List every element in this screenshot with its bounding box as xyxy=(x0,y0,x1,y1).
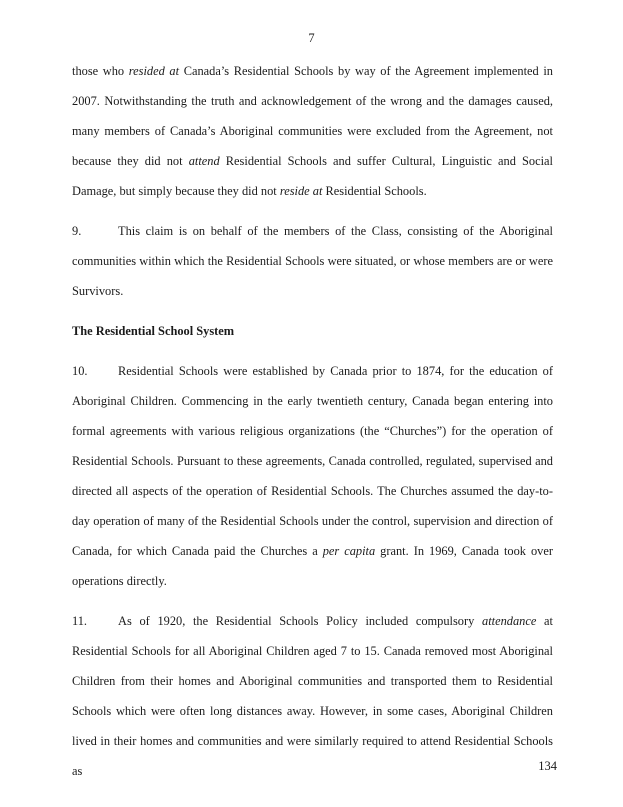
paragraph xyxy=(72,356,553,596)
text-run: Residential Schools and suffer Cultural, Linguistic and Social Damage, but simply because they did not xyxy=(72,154,553,198)
page-number-top: 7 xyxy=(308,31,315,45)
text-run: those who xyxy=(72,64,129,78)
text-run: Residential Schools. xyxy=(322,184,427,198)
italic-text-run: per capita xyxy=(322,544,376,558)
text-run: at Residential Schools for all Aboriginal Children aged 7 to 15. Canada removed most Aboriginal Children from their homes and Aboriginal communities and transported them to Residential Schools which were often long distances away. However, in some cases, Aboriginal Children lived in their homes and communities and were similarly required to attend Residential Schools as xyxy=(72,614,553,778)
italic-text-run: resided at xyxy=(128,64,180,78)
italic-text-run: attend xyxy=(188,154,220,168)
text-run: Residential Schools were established by Canada prior to 1874, for the education of Aboriginal Children. Commencing in the early twentieth century, Canada began entering into formal agreements with various religious organizations (the “Churches”) for the operation of Residential Schools. Pursuant to these agreements, Canada controlled, regulated, supervised and directed all aspects of the operation of Residential Schools. The Churches assumed the day-to-day operation of many of the Residential Schools under the control, supervision and direction of Canada, for which Canada paid the Churches a xyxy=(72,364,553,558)
paragraph-number: 10. xyxy=(72,364,88,378)
text-run: As of 1920, the Residential Schools Policy included compulsory xyxy=(118,614,482,628)
text-run: Canada’s Residential Schools by way of the Agreement implemented in 2007. Notwithstanding the truth and acknowledgement of the wrong and the damages caused, many members of Canada’s Aboriginal communities were excluded from the Agreement, not because they did not xyxy=(72,64,553,168)
section-heading: The Residential School System xyxy=(72,324,235,338)
paragraph-number: 9. xyxy=(72,224,82,238)
italic-text-run: reside at xyxy=(279,184,323,198)
italic-text-run: attendance xyxy=(482,614,537,628)
paragraph xyxy=(72,216,553,306)
page-number-bottom: 134 xyxy=(538,759,557,773)
page-header xyxy=(0,31,623,45)
page-footer xyxy=(538,759,557,773)
paragraph xyxy=(72,56,553,206)
document-body xyxy=(72,56,553,796)
text-run: grant. In 1969, Canada took over operations directly. xyxy=(72,544,553,588)
paragraph-number: 11. xyxy=(72,614,88,628)
paragraph xyxy=(72,606,553,786)
text-run: This claim is on behalf of the members of the Class, consisting of the Aboriginal communities within which the Residential Schools were situated, or whose members are or were Survivors. xyxy=(72,224,553,298)
